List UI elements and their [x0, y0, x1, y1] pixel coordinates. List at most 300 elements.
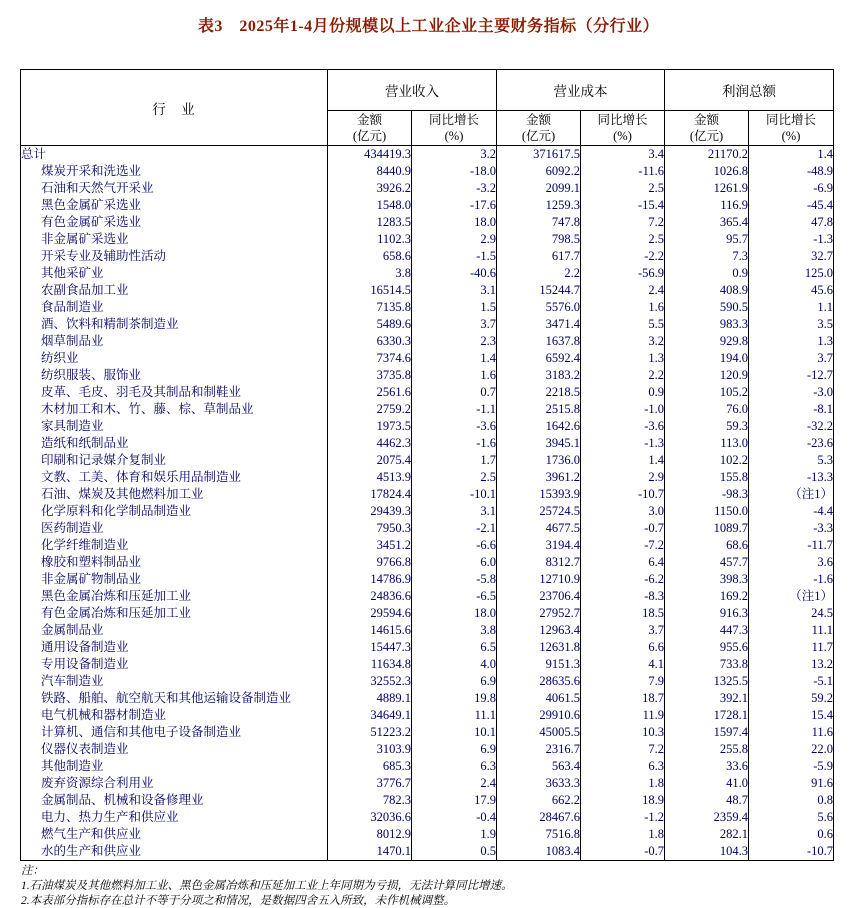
value-cell: 0.6 — [749, 826, 834, 843]
value-cell: -1.6 — [749, 571, 834, 588]
value-cell: -1.1 — [412, 401, 497, 418]
value-cell: 1548.0 — [328, 197, 412, 214]
value-cell: -40.6 — [412, 265, 497, 282]
value-cell: 983.3 — [665, 316, 749, 333]
value-cell: 1.6 — [412, 367, 497, 384]
industry-cell: 煤炭开采和洗选业 — [21, 163, 328, 180]
industry-cell: 金属制品业 — [21, 622, 328, 639]
value-cell: 3945.1 — [497, 435, 581, 452]
subheader-line: (亿元) — [521, 129, 556, 143]
table-body — [21, 146, 834, 861]
value-cell: -2.1 — [412, 520, 497, 537]
value-cell: 18.0 — [412, 605, 497, 622]
industry-cell: 酒、饮料和精制茶制造业 — [21, 316, 328, 333]
value-cell: 255.8 — [665, 741, 749, 758]
value-cell: 5576.0 — [497, 299, 581, 316]
value-cell: 29910.6 — [497, 707, 581, 724]
value-cell: 1.9 — [412, 826, 497, 843]
value-cell: 3961.2 — [497, 469, 581, 486]
value-cell: 563.4 — [497, 758, 581, 775]
subheader-line: (%) — [781, 129, 801, 143]
value-cell: 2515.8 — [497, 401, 581, 418]
value-cell: 733.8 — [665, 656, 749, 673]
value-cell: 25724.5 — [497, 503, 581, 520]
value-cell: 3.2 — [412, 146, 497, 164]
value-cell: 169.2 — [665, 588, 749, 605]
value-cell: -0.4 — [412, 809, 497, 826]
value-cell: 1.6 — [581, 299, 665, 316]
table-row — [21, 180, 834, 197]
value-cell: 398.3 — [665, 571, 749, 588]
value-cell: 76.0 — [665, 401, 749, 418]
page-title: 表3 2025年1-4月份规模以上工业企业主要财务指标（分行业） — [197, 18, 660, 35]
industry-cell: 汽车制造业 — [21, 673, 328, 690]
subheader-line: (亿元) — [689, 129, 724, 143]
value-cell: 1283.5 — [328, 214, 412, 231]
value-cell: 4.0 — [412, 656, 497, 673]
value-cell: 59.2 — [749, 690, 834, 707]
table-row — [21, 299, 834, 316]
value-cell: 17824.4 — [328, 486, 412, 503]
value-cell: 3.7 — [412, 316, 497, 333]
table-row — [21, 639, 834, 656]
value-cell: 916.3 — [665, 605, 749, 622]
value-cell: 23706.4 — [497, 588, 581, 605]
table-row — [21, 605, 834, 622]
industry-cell: 有色金属冶炼和压延加工业 — [21, 605, 328, 622]
value-cell: -6.9 — [749, 180, 834, 197]
value-cell: 955.6 — [665, 639, 749, 656]
value-cell: 15393.9 — [497, 486, 581, 503]
value-cell: 7135.8 — [328, 299, 412, 316]
value-cell: 658.6 — [328, 248, 412, 265]
value-cell: 1325.5 — [665, 673, 749, 690]
industry-cell: 文教、工美、体育和娱乐用品制造业 — [21, 469, 328, 486]
industry-cell: 黑色金属冶炼和压延加工业 — [21, 588, 328, 605]
table-row — [21, 418, 834, 435]
value-cell: -6.6 — [412, 537, 497, 554]
value-cell: 7.3 — [665, 248, 749, 265]
industry-cell: 纺织业 — [21, 350, 328, 367]
industry-cell: 专用设备制造业 — [21, 656, 328, 673]
value-cell: 1.4 — [412, 350, 497, 367]
value-cell: -11.6 — [581, 163, 665, 180]
value-cell: 1026.8 — [665, 163, 749, 180]
value-cell: -0.7 — [581, 843, 665, 861]
group-header-profit: 利润总额 — [665, 70, 834, 111]
value-cell: 11.1 — [749, 622, 834, 639]
note-1: 1.石油煤炭及其他燃料加工业、黑色金属冶炼和压延加工业上年同期为亏损，无法计算同比增速。 — [21, 880, 513, 892]
value-cell: 6.3 — [581, 758, 665, 775]
value-cell: 798.5 — [497, 231, 581, 248]
table-row — [21, 571, 834, 588]
value-cell: -10.1 — [412, 486, 497, 503]
industry-cell: 水的生产和供应业 — [21, 843, 328, 861]
value-cell: 12710.9 — [497, 571, 581, 588]
value-cell: 6.0 — [412, 554, 497, 571]
value-cell: 22.0 — [749, 741, 834, 758]
value-cell: 12963.4 — [497, 622, 581, 639]
value-cell: 18.7 — [581, 690, 665, 707]
industry-cell: 总计 — [21, 146, 328, 164]
value-cell: 3471.4 — [497, 316, 581, 333]
subheader-line: 同比增长 — [765, 112, 816, 127]
value-cell: 125.0 — [749, 265, 834, 282]
value-cell: 4513.9 — [328, 469, 412, 486]
value-cell: 7516.8 — [497, 826, 581, 843]
value-cell: 11634.8 — [328, 656, 412, 673]
subheader-line: (%) — [444, 129, 464, 143]
value-cell: 392.1 — [665, 690, 749, 707]
value-cell: 3.4 — [581, 146, 665, 164]
value-cell: 41.0 — [665, 775, 749, 792]
value-cell: 91.6 — [749, 775, 834, 792]
value-cell: 2.3 — [412, 333, 497, 350]
value-cell: 1.1 — [749, 299, 834, 316]
value-cell: 434419.3 — [328, 146, 412, 164]
table-row — [21, 197, 834, 214]
value-cell: （注1） — [749, 588, 834, 605]
industry-cell: 农副食品加工业 — [21, 282, 328, 299]
value-cell: 18.0 — [412, 214, 497, 231]
value-cell: 617.7 — [497, 248, 581, 265]
value-cell: 0.5 — [412, 843, 497, 861]
table-header — [21, 70, 834, 146]
value-cell: 47.8 — [749, 214, 834, 231]
value-cell: -13.3 — [749, 469, 834, 486]
value-cell: 7950.3 — [328, 520, 412, 537]
table-row — [21, 350, 834, 367]
value-cell: 102.2 — [665, 452, 749, 469]
value-cell: 3633.3 — [497, 775, 581, 792]
value-cell: 120.9 — [665, 367, 749, 384]
value-cell: 19.8 — [412, 690, 497, 707]
value-cell: 4.1 — [581, 656, 665, 673]
value-cell: 3.8 — [412, 622, 497, 639]
value-cell: 105.2 — [665, 384, 749, 401]
value-cell: 2.2 — [581, 367, 665, 384]
value-cell: 32552.3 — [328, 673, 412, 690]
value-cell: -11.7 — [749, 537, 834, 554]
value-cell: 6092.2 — [497, 163, 581, 180]
value-cell: 0.7 — [412, 384, 497, 401]
value-cell: -1.0 — [581, 401, 665, 418]
table-row — [21, 248, 834, 265]
value-cell: 1.5 — [412, 299, 497, 316]
value-cell: 7.9 — [581, 673, 665, 690]
value-cell: 18.9 — [581, 792, 665, 809]
value-cell: -6.2 — [581, 571, 665, 588]
value-cell: 1973.5 — [328, 418, 412, 435]
value-cell: 32.7 — [749, 248, 834, 265]
value-cell: （注1） — [749, 486, 834, 503]
subheader-cost-growth — [581, 111, 665, 146]
industry-cell: 计算机、通信和其他电子设备制造业 — [21, 724, 328, 741]
value-cell: 3451.2 — [328, 537, 412, 554]
industry-cell: 家具制造业 — [21, 418, 328, 435]
value-cell: 2359.4 — [665, 809, 749, 826]
value-cell: 2.5 — [581, 231, 665, 248]
notes-label: 注： — [21, 865, 44, 877]
value-cell: 7.2 — [581, 214, 665, 231]
industry-cell: 仪器仪表制造业 — [21, 741, 328, 758]
table-row — [21, 622, 834, 639]
value-cell: 2.4 — [412, 775, 497, 792]
table-row — [21, 265, 834, 282]
value-cell: 7374.6 — [328, 350, 412, 367]
value-cell: 2.5 — [581, 180, 665, 197]
value-cell: 1089.7 — [665, 520, 749, 537]
value-cell: -5.1 — [749, 673, 834, 690]
group-header-revenue: 营业收入 — [328, 70, 497, 111]
value-cell: -4.4 — [749, 503, 834, 520]
value-cell: 68.6 — [665, 537, 749, 554]
value-cell: 29439.3 — [328, 503, 412, 520]
value-cell: -5.8 — [412, 571, 497, 588]
subheader-profit-amount — [665, 111, 749, 146]
value-cell: -3.6 — [581, 418, 665, 435]
value-cell: 3.0 — [581, 503, 665, 520]
value-cell: 1.4 — [749, 146, 834, 164]
industry-cell: 非金属矿物制品业 — [21, 571, 328, 588]
table-row — [21, 843, 834, 861]
value-cell: 408.9 — [665, 282, 749, 299]
table-row — [21, 282, 834, 299]
industry-cell: 电气机械和器材制造业 — [21, 707, 328, 724]
industry-cell: 印刷和记录媒介复制业 — [21, 452, 328, 469]
value-cell: 29594.6 — [328, 605, 412, 622]
value-cell: -48.9 — [749, 163, 834, 180]
value-cell: 5.6 — [749, 809, 834, 826]
value-cell: 1736.0 — [497, 452, 581, 469]
value-cell: 3.5 — [749, 316, 834, 333]
table-row — [21, 503, 834, 520]
value-cell: 0.9 — [581, 384, 665, 401]
value-cell: 28467.6 — [497, 809, 581, 826]
value-cell: 3.7 — [749, 350, 834, 367]
value-cell: 7.2 — [581, 741, 665, 758]
table-row — [21, 792, 834, 809]
industry-column-header: 行 业 — [21, 70, 328, 146]
value-cell: 6330.3 — [328, 333, 412, 350]
industry-cell: 木材加工和木、竹、藤、棕、草制品业 — [21, 401, 328, 418]
value-cell: -5.9 — [749, 758, 834, 775]
value-cell: 6.5 — [412, 639, 497, 656]
value-cell: 2.9 — [581, 469, 665, 486]
value-cell: 4061.5 — [497, 690, 581, 707]
value-cell: -1.6 — [412, 435, 497, 452]
value-cell: 1.4 — [581, 452, 665, 469]
value-cell: -23.6 — [749, 435, 834, 452]
table-row — [21, 673, 834, 690]
subheader-cost-amount — [497, 111, 581, 146]
value-cell: 24.5 — [749, 605, 834, 622]
value-cell: 1470.1 — [328, 843, 412, 861]
industry-cell: 开采专业及辅助性活动 — [21, 248, 328, 265]
value-cell: 17.9 — [412, 792, 497, 809]
value-cell: 2759.2 — [328, 401, 412, 418]
value-cell: 2.9 — [412, 231, 497, 248]
value-cell: 16514.5 — [328, 282, 412, 299]
value-cell: 155.8 — [665, 469, 749, 486]
subheader-line: 金额 — [525, 112, 551, 127]
table-row — [21, 384, 834, 401]
subheader-line: 同比增长 — [597, 112, 648, 127]
value-cell: 0.9 — [665, 265, 749, 282]
value-cell: 116.9 — [665, 197, 749, 214]
value-cell: -6.5 — [412, 588, 497, 605]
value-cell: -32.2 — [749, 418, 834, 435]
value-cell: 24836.6 — [328, 588, 412, 605]
value-cell: 3.7 — [581, 622, 665, 639]
value-cell: 1.3 — [581, 350, 665, 367]
value-cell: 3.1 — [412, 503, 497, 520]
value-cell: 2099.1 — [497, 180, 581, 197]
industry-cell: 金属制品、机械和设备修理业 — [21, 792, 328, 809]
value-cell: -17.6 — [412, 197, 497, 214]
subheader-line: (亿元) — [352, 129, 387, 143]
value-cell: 15244.7 — [497, 282, 581, 299]
value-cell: 2075.4 — [328, 452, 412, 469]
table-row — [21, 214, 834, 231]
subheader-profit-growth — [749, 111, 834, 146]
value-cell: 1.8 — [581, 775, 665, 792]
value-cell: 15.4 — [749, 707, 834, 724]
value-cell: 34649.1 — [328, 707, 412, 724]
value-cell: -2.2 — [581, 248, 665, 265]
subheader-line: (%) — [613, 129, 632, 143]
value-cell: -3.6 — [412, 418, 497, 435]
value-cell: 3735.8 — [328, 367, 412, 384]
industry-cell: 皮革、毛皮、羽毛及其制品和制鞋业 — [21, 384, 328, 401]
value-cell: -3.3 — [749, 520, 834, 537]
value-cell: 104.3 — [665, 843, 749, 861]
value-cell: 6.4 — [581, 554, 665, 571]
table-row — [21, 469, 834, 486]
value-cell: 10.1 — [412, 724, 497, 741]
value-cell: 113.0 — [665, 435, 749, 452]
value-cell: 11.7 — [749, 639, 834, 656]
value-cell: 12631.8 — [497, 639, 581, 656]
value-cell: 2218.5 — [497, 384, 581, 401]
value-cell: 3926.2 — [328, 180, 412, 197]
value-cell: 6.6 — [581, 639, 665, 656]
value-cell: 2.4 — [581, 282, 665, 299]
value-cell: -7.2 — [581, 537, 665, 554]
group-header-row — [21, 70, 834, 111]
value-cell: 9766.8 — [328, 554, 412, 571]
value-cell: -12.7 — [749, 367, 834, 384]
value-cell: 685.3 — [328, 758, 412, 775]
table-row — [21, 231, 834, 248]
industry-cell: 化学纤维制造业 — [21, 537, 328, 554]
value-cell: 45.6 — [749, 282, 834, 299]
value-cell: 11.1 — [412, 707, 497, 724]
value-cell: -3.0 — [749, 384, 834, 401]
value-cell: 3183.2 — [497, 367, 581, 384]
value-cell: 3.1 — [412, 282, 497, 299]
value-cell: 782.3 — [328, 792, 412, 809]
value-cell: 1259.3 — [497, 197, 581, 214]
table-row — [21, 724, 834, 741]
value-cell: 3.2 — [581, 333, 665, 350]
value-cell: 1102.3 — [328, 231, 412, 248]
value-cell: 2.5 — [412, 469, 497, 486]
value-cell: -1.5 — [412, 248, 497, 265]
value-cell: 5489.6 — [328, 316, 412, 333]
value-cell: 28635.6 — [497, 673, 581, 690]
value-cell: 45005.5 — [497, 724, 581, 741]
value-cell: 6.9 — [412, 673, 497, 690]
table-row — [21, 520, 834, 537]
table-row — [21, 707, 834, 724]
value-cell: 2.2 — [497, 265, 581, 282]
value-cell: 457.7 — [665, 554, 749, 571]
value-cell: 0.8 — [749, 792, 834, 809]
subheader-revenue-amount — [328, 111, 412, 146]
value-cell: -45.4 — [749, 197, 834, 214]
table-row — [21, 316, 834, 333]
value-cell: 33.6 — [665, 758, 749, 775]
industry-cell: 其他制造业 — [21, 758, 328, 775]
value-cell: 95.7 — [665, 231, 749, 248]
value-cell: 1.3 — [749, 333, 834, 350]
value-cell: 5.5 — [581, 316, 665, 333]
industry-cell: 其他采矿业 — [21, 265, 328, 282]
value-cell: -1.2 — [581, 809, 665, 826]
value-cell: 747.8 — [497, 214, 581, 231]
value-cell: 2316.7 — [497, 741, 581, 758]
value-cell: -15.4 — [581, 197, 665, 214]
value-cell: 32036.6 — [328, 809, 412, 826]
industry-cell: 医药制造业 — [21, 520, 328, 537]
value-cell: 15447.3 — [328, 639, 412, 656]
value-cell: 365.4 — [665, 214, 749, 231]
value-cell: 6592.4 — [497, 350, 581, 367]
industry-cell: 橡胶和塑料制品业 — [21, 554, 328, 571]
industry-cell: 铁路、船舶、航空航天和其他运输设备制造业 — [21, 690, 328, 707]
industry-cell: 有色金属矿采选业 — [21, 214, 328, 231]
table-row — [21, 758, 834, 775]
value-cell: -10.7 — [581, 486, 665, 503]
value-cell: 590.5 — [665, 299, 749, 316]
value-cell: 9151.3 — [497, 656, 581, 673]
table-row — [21, 690, 834, 707]
table-row — [21, 741, 834, 758]
table-row — [21, 826, 834, 843]
table-row — [21, 588, 834, 605]
subheader-revenue-growth — [412, 111, 497, 146]
industry-cell: 烟草制品业 — [21, 333, 328, 350]
note-2: 2.本表部分指标存在总计不等于分项之和情况，是数据四舍五入所致，未作机械调整。 — [21, 895, 456, 907]
value-cell: 1.8 — [581, 826, 665, 843]
industry-cell: 通用设备制造业 — [21, 639, 328, 656]
value-cell: -3.2 — [412, 180, 497, 197]
value-cell: 929.8 — [665, 333, 749, 350]
industry-cell: 燃气生产和供应业 — [21, 826, 328, 843]
subheader-line: 金额 — [693, 112, 719, 127]
table-row — [21, 435, 834, 452]
value-cell: 1.7 — [412, 452, 497, 469]
value-cell: 48.7 — [665, 792, 749, 809]
table-row — [21, 775, 834, 792]
value-cell: 11.9 — [581, 707, 665, 724]
notes-section — [21, 863, 857, 908]
table-row — [21, 367, 834, 384]
value-cell: -8.3 — [581, 588, 665, 605]
table-row — [21, 656, 834, 673]
value-cell: 5.3 — [749, 452, 834, 469]
